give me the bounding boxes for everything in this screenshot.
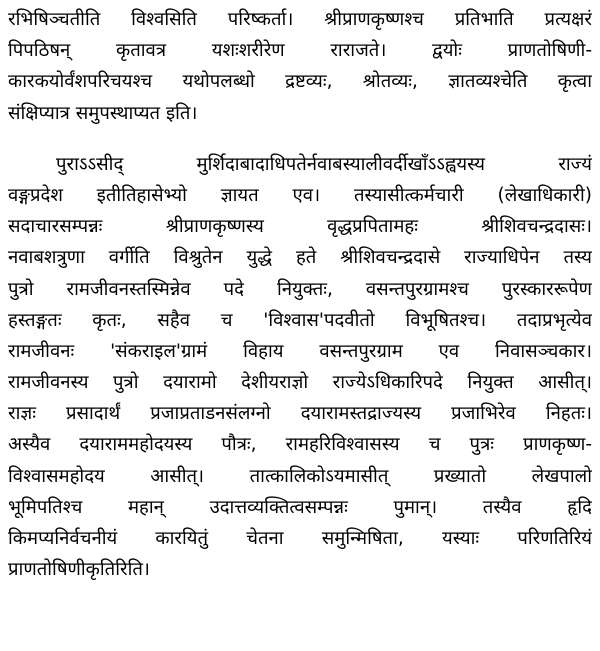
- text-line: संक्षिप्यात्र समुपस्थाप्यत इति।: [8, 102, 198, 124]
- text-line: वङ्गप्रदेश इतीतिहासेभ्यो ज्ञायत एव। तस्यासीत्कर्मचारी (लेखाधिकारी): [8, 184, 592, 206]
- document-page: [8, 4, 592, 585]
- text-line: भूमिपतिश्च महान् उदात्तव्यक्तित्वसम्पन्नः पुमान्। तस्यैव हृदि: [8, 496, 592, 518]
- text-line: विश्वासमहोदय आसीत्। तात्कालिकोऽयमासीत् प्रख्यातो लेखपालो: [8, 465, 592, 487]
- paragraph-2: [8, 149, 592, 586]
- text-line: राज्ञः प्रसादार्थं प्रजाप्रताडनसंलग्नो दयारामस्तद्राज्यस्य प्रजाभिरेव निहतः।: [8, 403, 592, 425]
- text-line: किमप्यनिर्वचनीयं कारयितुं चेतना समुन्मिषिता, यस्याः परिणतिरियं: [8, 528, 592, 549]
- text-line: पिपठिषन् कृतावत्र यशःशरीरेण राराजते। द्वयोः प्राणतोषिणी-: [8, 40, 592, 62]
- text-line: रामजीवनस्य पुत्रो दयारामो देशीयराज्ञो राज्येऽधिकारिपदे नियुक्त आसीत्।: [8, 372, 592, 394]
- text-line: हस्तङ्गतः कृतः, सहैव च 'विश्वास'पदवीतो विभूषितश्च। तदाप्रभृत्येव: [8, 309, 592, 331]
- text-line: अस्यैव दयाराममहोदयस्य पौत्रः, रामहरिविश्वासस्य च पुत्रः प्राणकृष्ण-: [8, 434, 592, 456]
- text-line: पुत्रो रामजीवनस्तस्मिन्नेव पदे नियुक्तः, वसन्तपुरग्रामश्च पुरस्काररूपेण: [8, 278, 592, 300]
- text-line: रभिषिञ्चतीति विश्वसिति परिष्कर्ता। श्रीप्राणकृष्णश्च प्रतिभाति प्रत्यक्षरं: [8, 9, 592, 30]
- text-line: कारकयोर्वंशपरिचयश्च यथोपलब्धो द्रष्टव्यः, श्रोतव्यः, ज्ञातव्यश्चेति कृत्वा: [8, 71, 592, 93]
- text-line: रामजीवनः 'संकराइल'ग्रामं विहाय वसन्तपुरग्राम एव निवासञ्चकार।: [8, 340, 592, 362]
- text-line: प्राणतोषिणीकृतिरिति।: [8, 559, 150, 581]
- text-line: पुराऽऽसीद् मुर्शिदाबादाधिपतेर्नवाबस्यालीवर्दीखाँऽऽह्वयस्य राज्यं: [56, 153, 592, 175]
- text-line: सदाचारसम्पन्नः श्रीप्राणकृष्णस्य वृद्धप्रपितामहः श्रीशिवचन्द्रदासः।: [8, 216, 592, 238]
- paragraph-1: [8, 4, 592, 129]
- text-line: नवाबशत्रुणा वर्गीति विश्रुतेन युद्धे हते श्रीशिवचन्द्रदासे राज्याधिपेन तस्य: [8, 247, 592, 269]
